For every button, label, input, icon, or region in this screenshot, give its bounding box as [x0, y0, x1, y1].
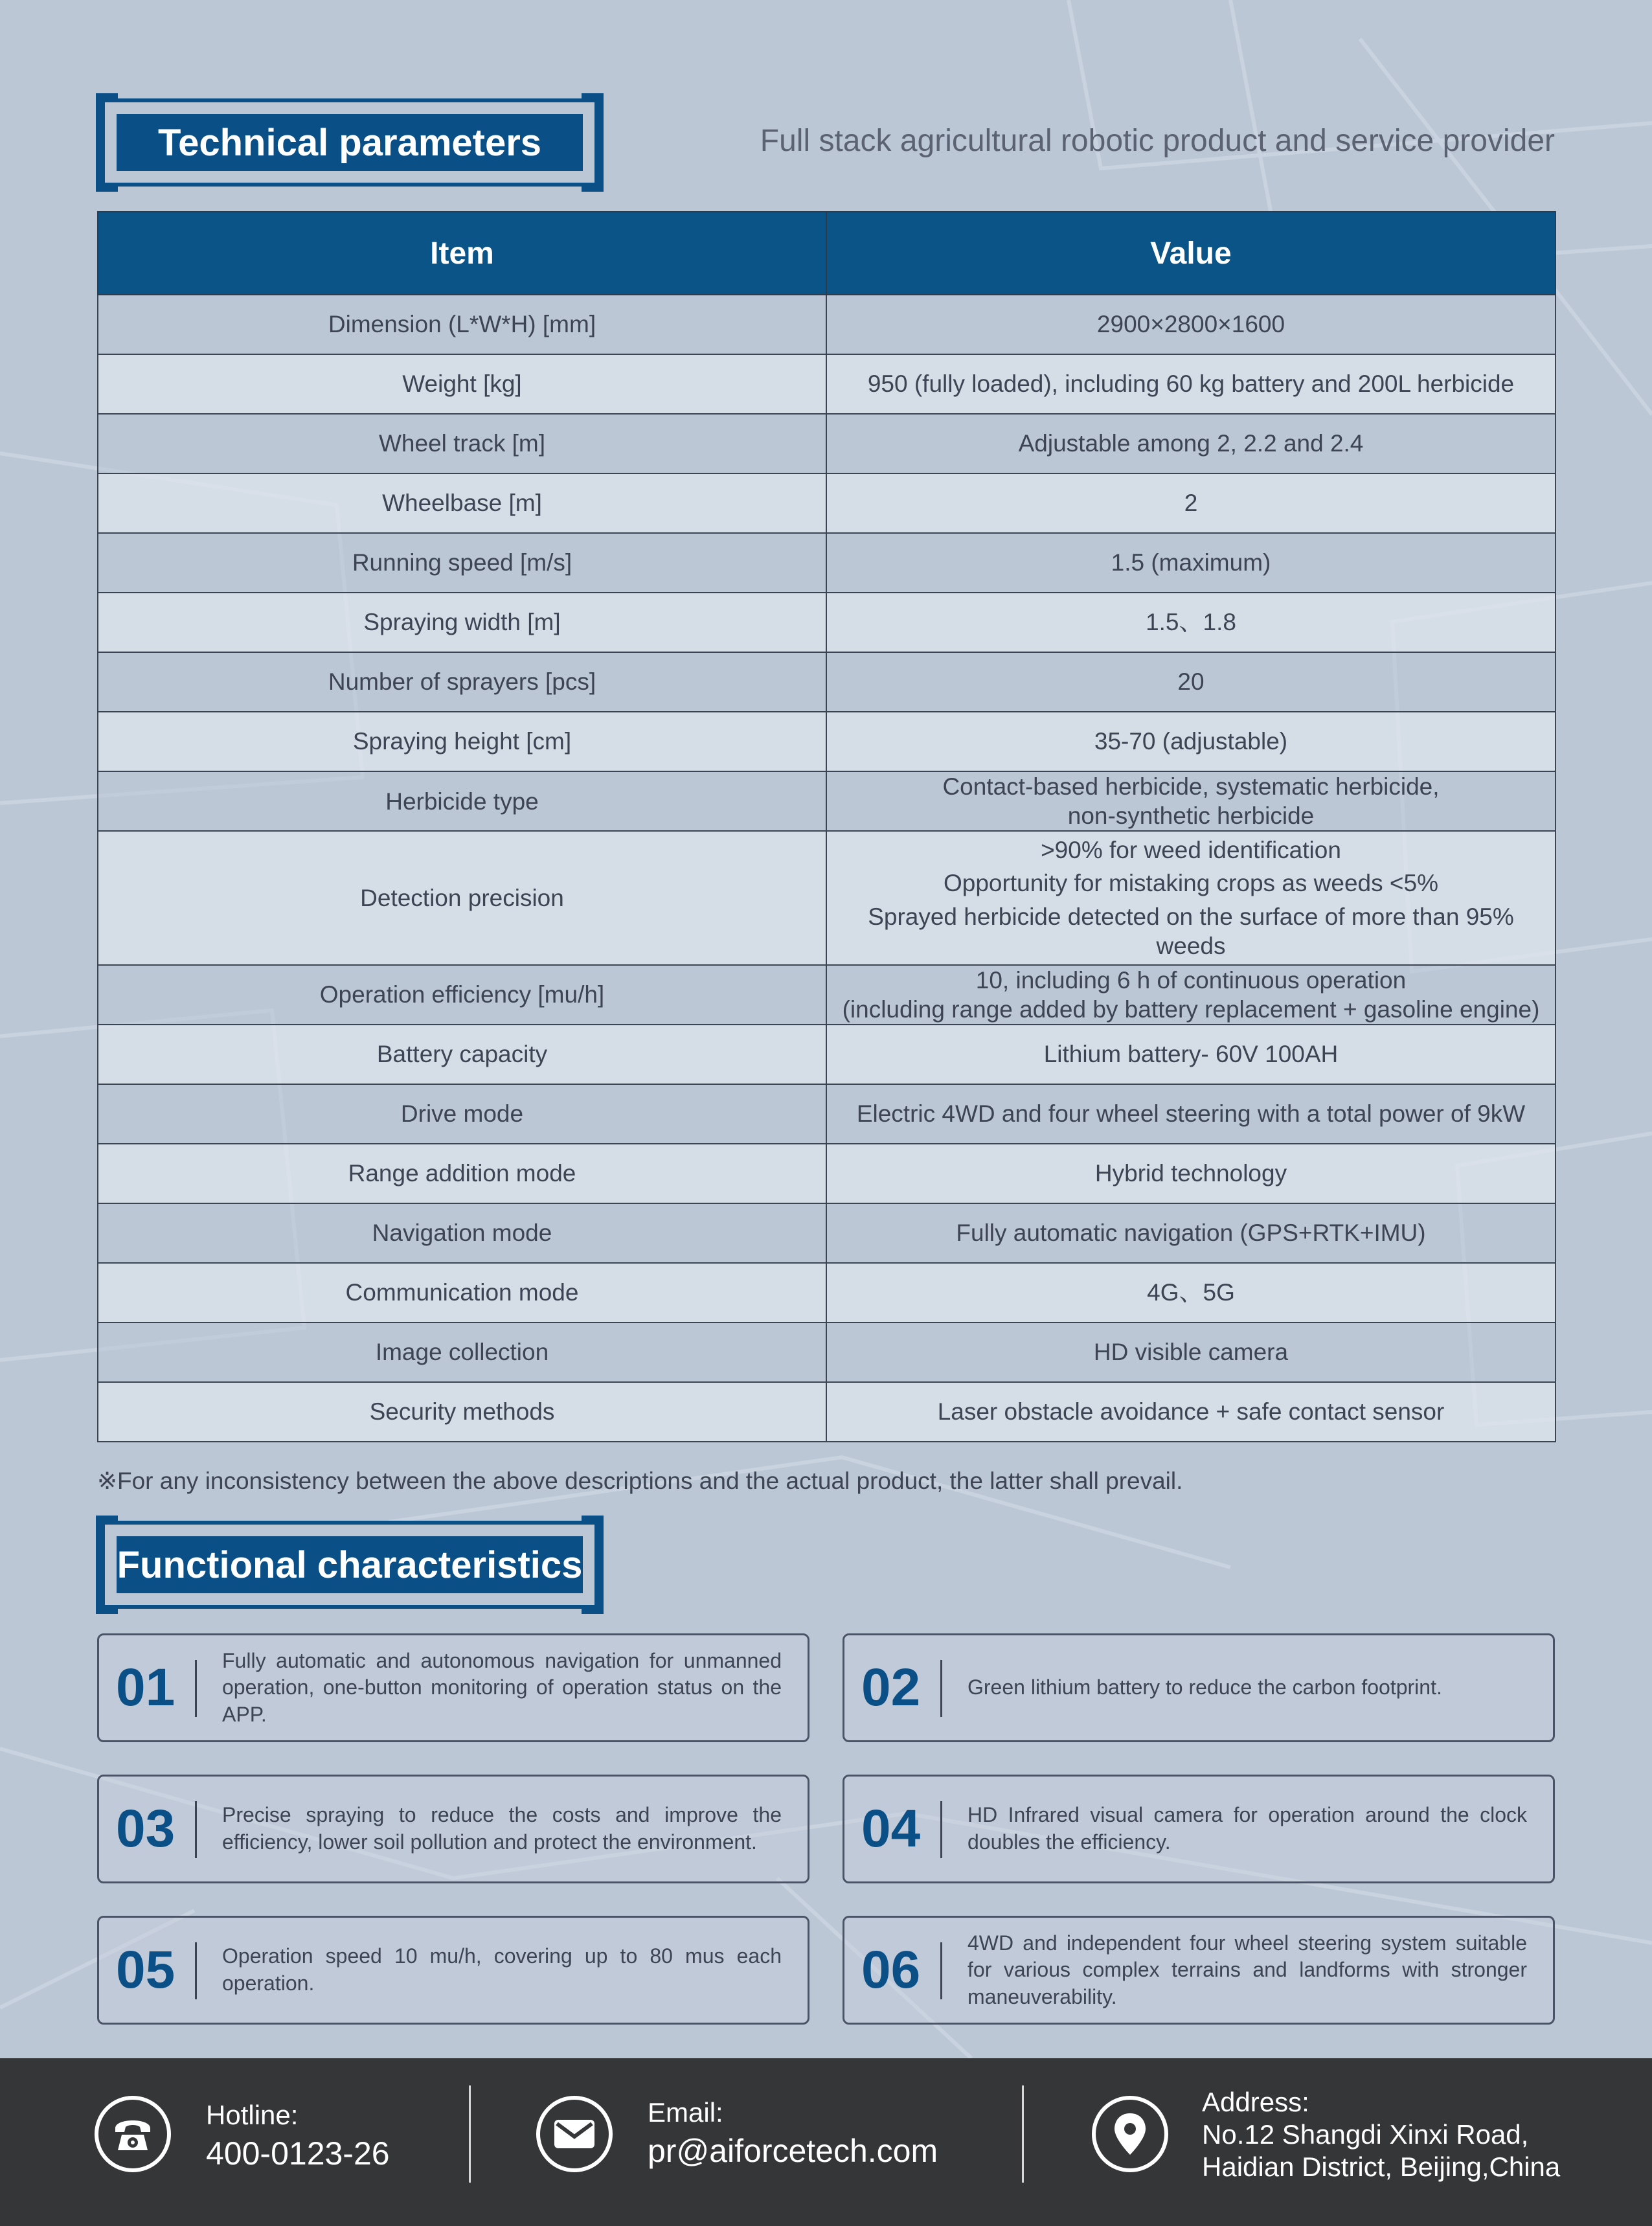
feature-card-05: [97, 1916, 809, 2025]
feature-number: 06: [861, 1940, 921, 1999]
feature-card-04: [843, 1775, 1555, 1883]
feature-number: 02: [861, 1658, 921, 1717]
table-cell-item: Image collection: [98, 1323, 826, 1382]
feature-number: 03: [116, 1799, 175, 1858]
functional-characteristics-title: Functional characteristics: [117, 1536, 583, 1593]
feature-text: HD Infrared visual camera for operation around the clock doubles the efficiency.: [967, 1803, 1527, 1854]
feature-card-03: [97, 1775, 809, 1883]
table-row: [98, 652, 1556, 712]
table-cell-item: Running speed [m/s]: [98, 533, 826, 593]
value-line: 35-70 (adjustable): [1094, 728, 1288, 755]
value-line: Fully automatic navigation (GPS+RTK+IMU): [956, 1220, 1426, 1247]
table-row: [98, 1144, 1556, 1203]
value-line: 2900×2800×1600: [1096, 311, 1285, 338]
table-row: [98, 1263, 1556, 1323]
value-line: Opportunity for mistaking crops as weeds <5%: [944, 870, 1438, 897]
feature-divider: [940, 1801, 942, 1858]
feature-divider: [195, 1942, 197, 1999]
feature-text: Fully automatic and autonomous navigation for unmanned operation, one-button monitoring of operation status on the APP.: [222, 1648, 782, 1726]
table-row: [98, 1084, 1556, 1144]
feature-number: 01: [116, 1658, 175, 1717]
address-line-1: No.12 Shangdi Xinxi Road,: [1202, 2119, 1529, 2150]
value-line: 1.5 (maximum): [1111, 549, 1271, 576]
value-line: Sprayed herbicide detected on the surface of more than 95% weeds: [868, 903, 1514, 959]
table-cell-item: Drive mode: [98, 1084, 826, 1144]
feature-text: Precise spraying to reduce the costs and improve the efficiency, lower soil pollution and protect the environment.: [222, 1803, 782, 1854]
table-cell-value: [826, 1084, 1556, 1144]
table-cell-item: Weight [kg]: [98, 354, 826, 414]
value-line: (including range added by battery replacement + gasoline engine): [842, 995, 1540, 1023]
table-cell-value: [826, 1263, 1556, 1323]
value-line: >90% for weed identification: [1041, 837, 1341, 864]
column-header-value: Value: [826, 212, 1556, 295]
table-cell-item: Battery capacity: [98, 1025, 826, 1084]
value-line: Hybrid technology: [1094, 1160, 1287, 1187]
table-row: [98, 354, 1556, 414]
feature-card-01: [97, 1633, 809, 1742]
address-label: Address:: [1202, 2087, 1309, 2117]
table-row: [98, 1203, 1556, 1263]
feature-divider: [195, 1801, 197, 1858]
email-address[interactable]: pr@aiforcetech.com: [648, 2133, 938, 2169]
table-cell-value: [826, 473, 1556, 533]
telephone-icon: [95, 2096, 171, 2172]
table-cell-value: [826, 1382, 1556, 1442]
table-row: [98, 1025, 1556, 1084]
table-cell-value: [826, 1203, 1556, 1263]
table-cell-item: Spraying width [m]: [98, 593, 826, 652]
feature-divider: [195, 1660, 197, 1717]
table-cell-value: [826, 593, 1556, 652]
table-row: [98, 712, 1556, 771]
value-line: Lithium battery- 60V 100AH: [1043, 1041, 1339, 1068]
company-tagline: Full stack agricultural robotic product and service provider: [760, 124, 1555, 158]
table-cell-item: Security methods: [98, 1382, 826, 1442]
feature-divider: [940, 1942, 942, 1999]
feature-text: 4WD and independent four wheel steering system suitable for various complex terrains and landforms with stronger maneuverability.: [967, 1931, 1527, 2008]
table-cell-value: [826, 771, 1556, 831]
table-cell-item: Communication mode: [98, 1263, 826, 1323]
column-header-item: Item: [98, 212, 826, 295]
technical-parameters-title: Technical parameters: [117, 114, 583, 171]
hotline-label: Hotline:: [206, 2100, 299, 2130]
functional-characteristics-badge: [101, 1521, 598, 1609]
value-line: 950 (fully loaded), including 60 kg battery and 200L herbicide: [867, 370, 1515, 398]
table-cell-item: Dimension (L*W*H) [mm]: [98, 295, 826, 354]
table-cell-item: Operation efficiency [mu/h]: [98, 965, 826, 1025]
value-line: 10, including 6 h of continuous operation: [975, 966, 1407, 994]
table-cell-item: Navigation mode: [98, 1203, 826, 1263]
value-line: 4G、5G: [1147, 1279, 1235, 1306]
feature-divider: [940, 1660, 942, 1717]
table-row: [98, 1323, 1556, 1382]
table-cell-value: [826, 965, 1556, 1025]
footer-divider: [469, 2085, 471, 2183]
table-row: [98, 593, 1556, 652]
feature-text: Operation speed 10 mu/h, covering up to 80 mus each operation.: [222, 1944, 782, 1995]
feature-card-06: [843, 1916, 1555, 2025]
address-line-2: Haidian District, Beijing,China: [1202, 2152, 1561, 2182]
table-cell-value: [826, 1144, 1556, 1203]
table-cell-value: [826, 1323, 1556, 1382]
table-cell-item: Wheelbase [m]: [98, 473, 826, 533]
contact-footer: [0, 2058, 1652, 2226]
value-line: 20: [1177, 668, 1205, 696]
table-cell-value: [826, 354, 1556, 414]
table-cell-value: [826, 712, 1556, 771]
hotline-number[interactable]: 400-0123-26: [206, 2135, 390, 2172]
value-line: HD visible camera: [1093, 1339, 1289, 1366]
value-line: 2: [1184, 490, 1198, 517]
table-cell-item: Range addition mode: [98, 1144, 826, 1203]
table-cell-value: [826, 1025, 1556, 1084]
table-cell-value: [826, 831, 1556, 965]
value-line: Contact-based herbicide, systematic herbicide,: [942, 773, 1440, 800]
table-cell-value: [826, 414, 1556, 473]
technical-parameters-badge: [101, 98, 598, 187]
table-row: [98, 414, 1556, 473]
disclaimer-note: ※For any inconsistency between the above descriptions and the actual product, the latter shall prevail.: [97, 1468, 1183, 1494]
table-row: [98, 473, 1556, 533]
spec-table: [97, 211, 1556, 1442]
email-label: Email:: [648, 2097, 723, 2128]
table-row: [98, 771, 1556, 831]
value-line: 1.5、1.8: [1146, 609, 1236, 636]
value-line: Laser obstacle avoidance + safe contact sensor: [937, 1398, 1445, 1425]
value-line: non-synthetic herbicide: [1067, 802, 1315, 830]
table-cell-value: [826, 295, 1556, 354]
footer-divider: [1022, 2085, 1024, 2183]
table-cell-item: Herbicide type: [98, 771, 826, 831]
table-row: [98, 965, 1556, 1025]
feature-number: 04: [861, 1799, 921, 1858]
table-cell-value: [826, 652, 1556, 712]
table-row: [98, 533, 1556, 593]
feature-text: Green lithium battery to reduce the carbon footprint.: [967, 1675, 1442, 1699]
feature-number: 05: [116, 1940, 175, 1999]
table-cell-item: Spraying height [cm]: [98, 712, 826, 771]
value-line: Electric 4WD and four wheel steering with a total power of 9kW: [856, 1100, 1526, 1128]
location-pin-icon: [1092, 2096, 1168, 2172]
feature-card-02: [843, 1633, 1555, 1742]
table-cell-item: Wheel track [m]: [98, 414, 826, 473]
table-cell-item: Detection precision: [98, 831, 826, 965]
value-line: Adjustable among 2, 2.2 and 2.4: [1018, 430, 1364, 457]
table-row: [98, 831, 1556, 965]
table-row: [98, 1382, 1556, 1442]
table-row: [98, 295, 1556, 354]
envelope-icon: [536, 2096, 613, 2172]
table-cell-item: Number of sprayers [pcs]: [98, 652, 826, 712]
table-cell-value: [826, 533, 1556, 593]
